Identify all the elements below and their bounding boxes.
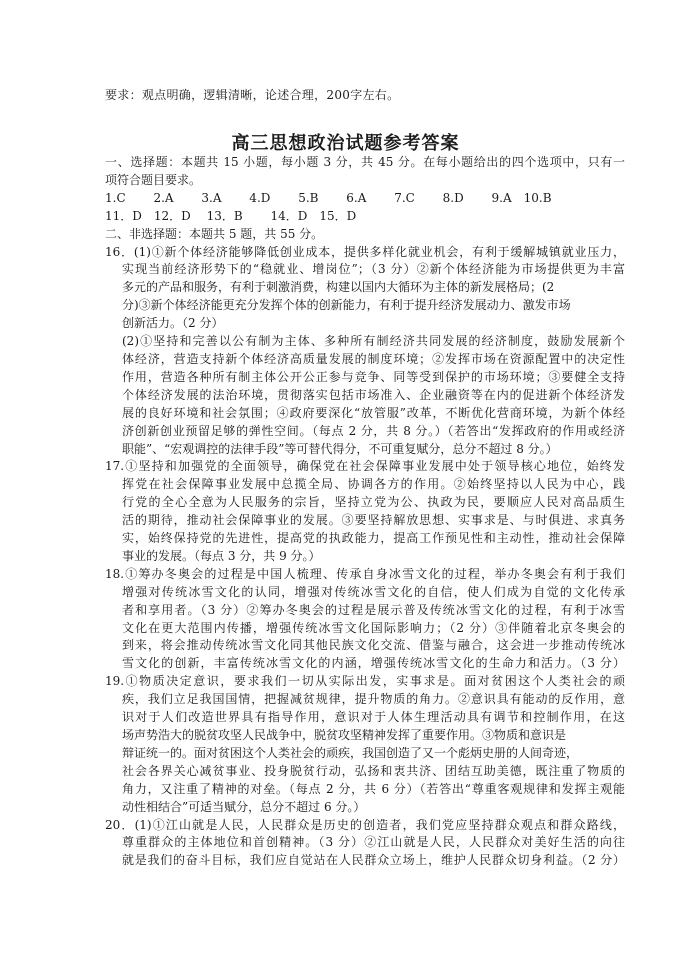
essay-requirement: 要求：观点明确，逻辑清晰，论述合理，200字左右。: [105, 88, 400, 102]
answer-line: 疾，我们立足我国国情，把握减贫规律，提升物质的角力。②意识具有能动的反作用，意: [122, 692, 625, 707]
answer-line: 作用，营造各种所有制主体公开公正参与竞争、同等受到保护的市场环境；③要健全支持: [122, 369, 625, 384]
answer-line: 展的良好环境和社会氛围；④政府要深化“放管服”改革，不断优化营商环境，为新个体经: [122, 405, 625, 420]
answer-line: 16．(1)①新个体经济能够降低创业成本，提供多样化就业机会，有利于缓解城镇就业压力，: [105, 244, 625, 259]
answer-line: 活的期待，推动社会保障事业的发展。③要坚持解放思想、实事求是、与时俱进、求真务: [122, 513, 625, 528]
answer-line: 挥党在社会保障事业发展中总揽全局、协调各方的作用。②始终坚持以人民为中心，践: [122, 477, 625, 492]
answer-line: (2)①坚持和完善以公有制为主体、多种所有制经济共同发展的经济制度，鼓励发展新个: [122, 334, 625, 349]
answer-line: 二、非选择题：本题共 5 题，共 55 分。: [105, 226, 324, 241]
answer-line: 到来，将会推动传统冰雪文化同其他民族文化交流、借鉴与融合，这会进一步推动传统冰: [122, 638, 625, 653]
page-title: 高三思想政治试题参考答案: [231, 133, 460, 154]
answer-line: 实，始终保持党的先进性，提高党的执政能力，提高工作预见性和主动性，推动社会保障: [122, 531, 625, 546]
answer-line: 20．(1)①江山就是人民，人民群众是历史的创造者，我们党应坚持群众观点和群众路线，: [105, 817, 625, 832]
answer-line: 事业的发展。（每点 3 分，共 9 分。）: [122, 548, 321, 563]
answer-line: 项符合题目要求。: [105, 172, 202, 187]
answer-line: 行党的全心全意为人民服务的宗旨，坚持立党为公、执政为民，要顺应人民对高品质生: [122, 495, 625, 510]
answer-line: 多元的产品和服务，有利于刺激消费，构建以国内大循环为主体的新发展格局；(2: [122, 280, 555, 295]
answer-line: 者和享用者。（3 分）②筹办冬奥会的过程是展示普及传统冰雪文化的过程，有利于冰雪: [122, 602, 625, 617]
answer-line: 动性相结合”可适当赋分，总分不超过 6 分。）: [122, 799, 366, 814]
answer-line: 辩证统一的。面对贫困这个人类社会的顽疾，我国创造了又一个彪炳史册的人间奇迹，: [122, 745, 579, 760]
answer-line: 个体经济发展的法治环境，贯彻落实包括市场准入、企业融资等在内的促进新个体经济发: [122, 387, 625, 402]
answer-line: 场声势浩大的脱贫攻坚人民战争中，脱贫攻坚精神发挥了重要作用。③物质和意识是: [122, 728, 567, 742]
answer-line: 济创新创业预留足够的弹性空间。（每点 2 分，共 8 分。）（若答出“发挥政府的作用或经济: [122, 423, 625, 438]
answer-line: 11．D 12．D 13．B 14．D 15．D: [105, 208, 357, 223]
answer-line: 识对于人们改造世界具有指导作用，意识对于人体生理活动具有调节和控制作用，在这: [122, 710, 625, 725]
answer-line: 17.①坚持和加强党的全面领导，确保党在社会保障事业发展中处于领导核心地位，始终发: [105, 459, 625, 474]
answer-line: 雪文化的创新，丰富传统冰雪文化的内涵，增强传统冰雪文化的生命力和活力。（3 分）: [122, 656, 625, 671]
answer-line: 体经济，营造支持新个体经济高质量发展的制度环境；②发挥市场在资源配置中的决定性: [122, 351, 625, 366]
answer-line: 角力，又注重了精神的对垒。（每点 2 分，共 6 分）（若答出“尊重客观规律和发挥主观能: [122, 781, 625, 796]
answer-line: 实现当前经济形势下的“稳就业、增岗位”；（3 分）②新个体经济能为市场提供更为丰富: [122, 262, 625, 277]
answer-body: [105, 154, 645, 870]
answer-line: 文化在更大范围内传播，增强传统冰雪文化国际影响力；（2 分）③伴随着北京冬奥会的: [122, 620, 625, 635]
answer-line: 尊重群众的主体地位和首创精神。（3 分）②江山就是人民，人民群众对美好生活的向往: [122, 835, 625, 850]
answer-line: 19.①物质决定意识，要求我们一切从实际出发，实事求是。面对贫困这个人类社会的顽: [105, 674, 625, 689]
answer-line: 18.①筹办冬奥会的过程是中国人梳理、传承自身冰雪文化的过程，举办冬奥会有利于我们: [105, 566, 625, 581]
answer-line: 分)③新个体经济能更充分发挥个体的创新能力，有利于提升经济发展动力、激发市场: [122, 298, 571, 313]
answer-line: 就是我们的奋斗目标，我们应自觉站在人民群众立场上，维护人民群众切身利益。（2 分）: [122, 853, 625, 868]
answer-line: 职能”、“宏观调控的法律手段”等可替代得分，不可重复赋分，总分不超过 8 分。）: [122, 441, 558, 456]
answer-line: 增强对传统冰雪文化的认同，增强对传统冰雪文化的自信，使人们成为自觉的文化传承: [122, 584, 625, 599]
answer-line: 1.C 2.A 3.A 4.D 5.B 6.A 7.C 8.D 9.A 10.B: [105, 190, 552, 205]
answer-line: 一、选择题：本题共 15 小题，每小题 3 分，共 45 分。在每小题给出的四个选项中，只有一: [105, 155, 625, 169]
answer-line: 社会各界关心减贫事业、投身脱贫行动，弘扬和衷共济、团结互助美德，既注重了物质的: [122, 763, 625, 778]
answer-line: 创新活力。（2 分）: [122, 316, 224, 331]
